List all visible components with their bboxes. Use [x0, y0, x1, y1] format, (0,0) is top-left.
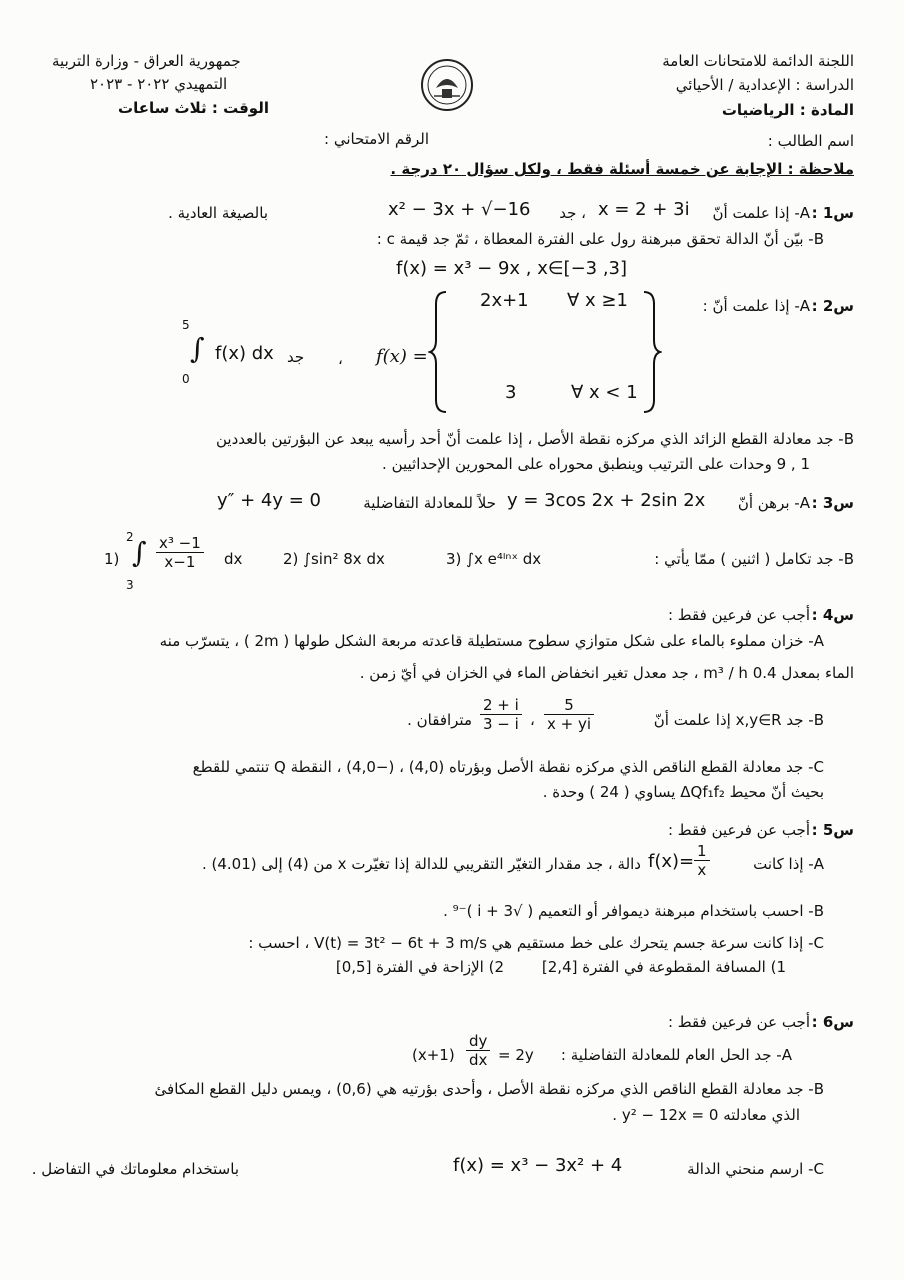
q2-b-line2: 1 , 9 وحدات على الترتيب وينطبق محوراه على المحورين الإحداثيين .	[382, 455, 810, 473]
q5-a-post: دالة ، جد مقدار التغيّر التقريبي للدالة إذا تغيّرت x من (4) إلى (4.01) .	[201, 855, 641, 873]
q1-a-x: x = 2 + 3i	[598, 199, 690, 220]
integral-lower-limit: 0	[182, 372, 190, 386]
q1-a-find: ، جد	[559, 204, 586, 222]
q1-label: س1 :	[811, 204, 854, 222]
q4-b-end: مترافقان .	[407, 711, 472, 729]
q2-b-line1: B- جد معادلة القطع الزائد الذي مركزه نقطة الأصل ، إذا علمت أنّ أحد رأسيه يبعد عن البؤرتين بالعددين	[216, 430, 854, 448]
case1-expression: 2x+1	[480, 290, 529, 311]
q4-b-fraction1	[544, 696, 594, 733]
exam-time: الوقت : ثلاث ساعات	[118, 99, 269, 117]
student-name-label: اسم الطالب :	[767, 132, 854, 150]
q4-c-line2: بحيث أنّ محيط ΔQf₁f₂ يساوي ( 24 ) وحدة .	[542, 783, 824, 801]
q5-intro: أجب عن فرعين فقط :	[667, 821, 810, 839]
q4-b-fraction2	[480, 696, 522, 733]
q2-comma: ،	[338, 350, 343, 368]
q5-a-pre: A- إذا كانت	[753, 855, 824, 873]
q1-b-text: B- بيّن أنّ الدالة تحقق مبرهنة رول على الفترة المعطاة ، ثمّ جد قيمة c :	[376, 230, 824, 248]
q6-a-dy: dy	[466, 1032, 490, 1051]
q6-intro: أجب عن فرعين فقط :	[667, 1013, 810, 1031]
q6-a-rhs: = 2y	[498, 1046, 534, 1064]
exam-number-label: الرقم الامتحاني :	[324, 130, 429, 148]
q4-b-frac2-den: 3 − i	[483, 715, 519, 733]
q2-a-text: A- إذا علمت أنّ :	[702, 297, 810, 315]
q2-find: جد	[287, 348, 305, 366]
q6-c-text: C- ارسم منحني الدالة	[687, 1160, 824, 1178]
q1-a-expr: x² − 3x + √−16	[388, 199, 531, 220]
exam-note: ملاحظة : الإجابة عن خمسة أسئلة فقط ، ولكل سؤال ٢٠ درجة .	[390, 160, 854, 178]
q6-a-dx: dx	[469, 1051, 488, 1069]
q4-a-line2: الماء بمعدل 0.4 m³ / h ، جد معدل تغير انخفاض الماء في الخزان في أيّ زمن .	[359, 664, 854, 682]
q6-b-line1: B- جد معادلة القطع الناقص الذي مركزه نقطة الأصل ، وأحدى بؤرتيه هي (0,6) ، ويمس دليل القطع المكافئ	[154, 1080, 824, 1098]
q3-a-y: y = 3cos 2x + 2sin 2x	[507, 490, 706, 511]
q1-b-function: f(x) = x³ − 9x , x∈[−3 ,3]	[396, 258, 628, 279]
integral-sign: ∫	[190, 332, 205, 365]
q4-b-text: B- جد x,y∈R إذا علمت أنّ	[653, 711, 824, 729]
q3-integral-3: 3) ∫x e⁴ˡⁿˣ dx	[446, 550, 542, 568]
q5-c-text: C- إذا كانت سرعة جسم يتحرك على خط مستقيم هي V(t) = 3t² − 6t + 3 m/s ، احسب :	[248, 934, 824, 952]
integral-upper-limit: 5	[182, 318, 190, 332]
q5-c-sub1: 1) المسافة المقطوعة في الفترة [2,4]	[541, 958, 786, 976]
q3-i1-numerator: x³ −1	[156, 534, 204, 553]
right-brace	[642, 290, 662, 414]
q4-b-comma: ،	[530, 711, 535, 729]
q3-i1-dx: dx	[224, 550, 243, 568]
study-branch: الدراسة : الإعدادية / الأحيائي	[675, 76, 854, 94]
q6-label: س6 :	[811, 1013, 854, 1031]
q3-i1-denominator: x−1	[164, 553, 196, 571]
q5-b-text: B- احسب باستخدام مبرهنة ديموافر أو التعميم ( √3 + i )⁻⁹ .	[443, 902, 824, 920]
q4-b-frac1-num: 5	[544, 696, 594, 715]
q3-integral-2: 2) ∫sin² 8x dx	[283, 550, 385, 568]
q3-i1-label: 1)	[104, 550, 120, 568]
q3-i1-fraction	[156, 534, 204, 571]
q3-b-text: B- جد تكامل ( اثنين ) ممّا يأتي :	[654, 550, 854, 568]
q3-i1-upper: 2	[126, 530, 134, 544]
case2-expression: 3	[505, 382, 517, 403]
case1-condition: ∀ x ≥1	[567, 290, 628, 311]
q4-a-line1: A- خزان مملوء بالماء على شكل متوازي سطوح مستطيلة قاعدته مربعة الشكل طولها ( 2m ) ، يتسرّب منه	[159, 632, 824, 650]
case2-condition: ∀ x < 1	[571, 382, 638, 403]
q6-c-end: باستخدام معلوماتك في التفاضل .	[31, 1160, 239, 1178]
q3-a-equation: y″ + 4y = 0	[217, 490, 321, 511]
left-brace	[428, 290, 448, 414]
q4-c-line1: C- جد معادلة القطع الناقص الذي مركزه نقطة الأصل وبؤرتاه (4,0) ، (−4,0) ، النقطة Q تنتمي للقطع	[192, 758, 824, 776]
q4-intro: أجب عن فرعين فقط :	[667, 606, 810, 624]
committee-name: اللجنة الدائمة للامتحانات العامة	[662, 52, 854, 70]
q2-label: س2 :	[811, 297, 854, 315]
q3-i1-lower: 3	[126, 578, 134, 592]
q3-label: س3 :	[811, 494, 854, 512]
exam-year: التمهيدي ٢٠٢٢ - ٢٠٢٣	[90, 75, 228, 93]
q4-b-frac1-den: x + yi	[547, 715, 592, 733]
q5-a-fraction	[694, 842, 710, 879]
q1-a-text: A- إذا علمت أنّ	[712, 204, 810, 222]
q4-b-frac2-num: 2 + i	[480, 696, 522, 715]
q4-label: س4 :	[811, 606, 854, 624]
q5-a-numerator: 1	[694, 842, 710, 861]
q3-i1-integral-sign: ∫	[132, 536, 147, 569]
q3-a-text: A- برهن أنّ	[737, 494, 810, 512]
q5-c-sub2: 2) الإزاحة في الفترة [0,5]	[335, 958, 504, 976]
q6-c-function: f(x) = x³ − 3x² + 4	[453, 1155, 623, 1176]
q3-a-mid: حلاً للمعادلة التفاضلية	[363, 494, 496, 512]
q6-a-lhs: (x+1)	[412, 1046, 455, 1064]
q6-a-derivative	[466, 1032, 490, 1069]
subject: المادة : الرياضيات	[721, 101, 854, 119]
piecewise-fx: f(x) =	[376, 346, 428, 367]
ministry: جمهورية العراق - وزارة التربية	[52, 52, 241, 70]
q6-b-line2: الذي معادلته y² − 12x = 0 .	[612, 1106, 800, 1124]
q6-a-text: A- جد الحل العام للمعادلة التفاضلية :	[560, 1046, 792, 1064]
q5-a-denominator: x	[697, 861, 707, 879]
q5-a-f: f(x)=	[648, 851, 695, 872]
integral-expression: f(x) dx	[215, 343, 274, 364]
q5-label: س5 :	[811, 821, 854, 839]
iraq-emblem-seal	[420, 58, 474, 112]
q1-a-end: بالصيغة العادية .	[168, 204, 268, 222]
